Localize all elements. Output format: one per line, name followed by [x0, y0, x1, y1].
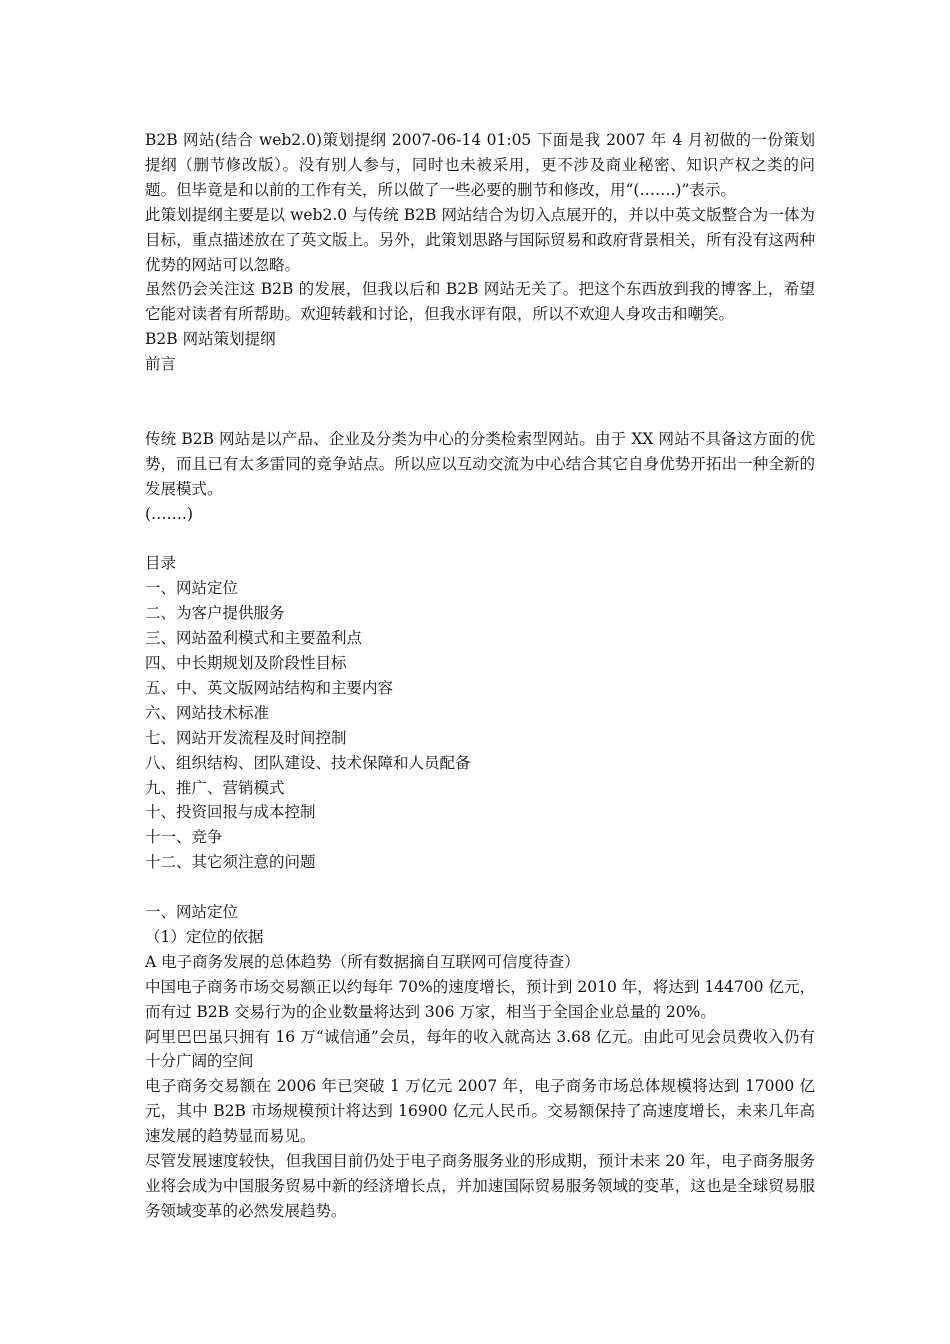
blank-line — [145, 377, 815, 402]
body-paragraph: 中国电子商务市场交易额正以约每年 70%的速度增长，预计到 2010 年，将达到 144700 亿元，而有过 B2B 交易行为的企业数量将达到 306 万家，相当于全国企业总量的 20%。 — [145, 977, 815, 1021]
toc-item: 四、中长期规划及阶段性目标 — [145, 653, 347, 672]
document-title: B2B 网站策划提纲 — [145, 330, 276, 349]
document-body — [145, 128, 815, 1224]
toc-item: 十一、竞争 — [145, 828, 223, 847]
toc-item: 三、网站盈利模式和主要盈利点 — [145, 629, 363, 648]
toc-item: 十二、其它须注意的问题 — [145, 853, 316, 872]
toc-item: 八、组织结构、团队建设、技术保障和人员配备 — [145, 753, 471, 772]
preface-paragraph: 传统 B2B 网站是以产品、企业及分类为中心的分类检索型网站。由于 XX 网站不具备这方面的优势，而且已有太多雷同的竞争站点。所以应以互动交流为中心结合其它自身优势开拓出一种全新的发展模式。 — [145, 429, 815, 498]
blank-line — [145, 526, 815, 551]
toc-heading: 目录 — [145, 554, 177, 573]
preface-heading: 前言 — [145, 355, 177, 374]
body-paragraph: 尽管发展速度较快，但我国目前仍处于电子商务服务业的形成期，预计未来 20 年，电子商务服务业将会成为中国服务贸易中新的经济增长点，并加速国际贸易服务领域的变革，这也是全球贸易服务领域变革的必然发展趋势。 — [145, 1152, 815, 1220]
toc-item: 二、为客户提供服务 — [145, 604, 285, 623]
subsection-heading: （1）定位的依据 — [145, 927, 264, 946]
toc-item: 一、网站定位 — [145, 579, 239, 598]
intro-paragraph-3: 虽然仍会关注这 B2B 的发展，但我以后和 B2B 网站无关了。把这个东西放到我的博客上，希望它能对读者有所帮助。欢迎转载和讨论，但我水评有限，所以不欢迎人身攻击和嘲笑。 — [145, 280, 815, 324]
body-paragraph: 电子商务交易额在 2006 年已突破 1 万亿元 2007 年，电子商务市场总体规模将达到 17000 亿元，其中 B2B 市场规模预计将达到 16900 亿元人民币。交易额保持了高速度增长，未来几年高速发展的趋势显而易见。 — [145, 1077, 815, 1146]
section-heading: 一、网站定位 — [145, 903, 239, 922]
toc-item: 六、网站技术标准 — [145, 703, 270, 722]
body-paragraph: 阿里巴巴虽只拥有 16 万“诚信通”会员，每年的收入就高达 3.68 亿元。由此可见会员费收入仍有十分广阔的空间 — [145, 1027, 815, 1071]
blank-line — [145, 402, 815, 427]
preface-ellipsis: (…….) — [145, 504, 194, 523]
subsection-heading: A 电子商务发展的总体趋势（所有数据摘自互联网可信度待查） — [145, 952, 580, 971]
intro-paragraph-2: 此策划提纲主要是以 web2.0 与传统 B2B 网站结合为切入点展开的，并以中英文版整合为一体为目标，重点描述放在了英文版上。另外，此策划思路与国际贸易和政府背景相关，所有没有这两种优势的网站可以忽略。 — [145, 205, 815, 274]
toc-item: 七、网站开发流程及时间控制 — [145, 728, 347, 747]
toc-item: 五、中、英文版网站结构和主要内容 — [145, 678, 394, 697]
blank-line — [145, 875, 815, 900]
toc-item: 九、推广、营销模式 — [145, 778, 285, 797]
toc-item: 十、投资回报与成本控制 — [145, 803, 316, 822]
intro-paragraph-1: B2B 网站(结合 web2.0)策划提纲 2007-06-14 01:05 下面是我 2007 年 4 月初做的一份策划提纲（删节修改版）。没有别人参与，同时也未被采用，更不涉及商业秘密、知识产权之类的问题。但毕竟是和以前的工作有关，所以做了一些必要的删节和修改，用“(…….)”表示。 — [145, 131, 815, 199]
